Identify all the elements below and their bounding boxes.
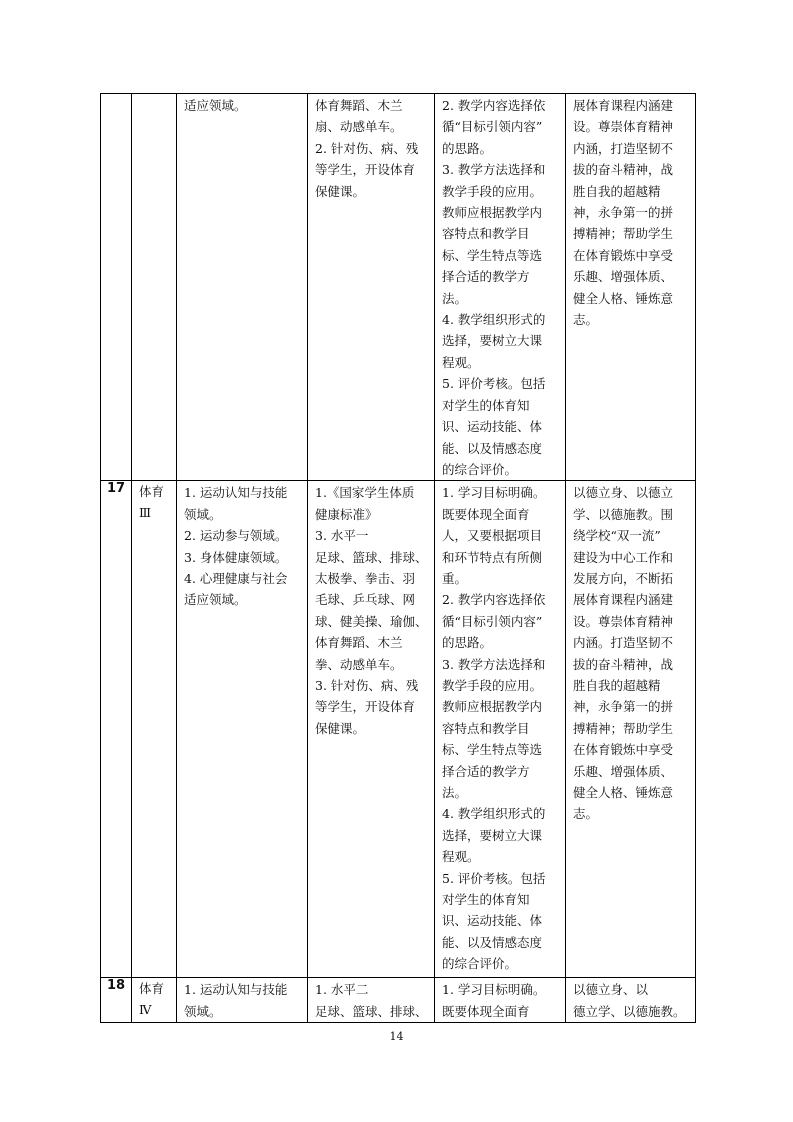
methods-cell: 1. 学习目标明确。 既要体现全面育 <box>435 978 566 1023</box>
row-number-cell: 17 <box>101 481 132 978</box>
course-cell <box>132 94 177 481</box>
page-number: 14 <box>389 1030 404 1043</box>
objectives-cell: 1. 运动认知与技能 领域。 <box>177 978 308 1023</box>
ideology-cell: 以德立身、以 德立学、以德施教。 <box>566 978 696 1023</box>
content-cell: 体育舞蹈、木兰 扇、动感单车。 2. 针对伤、病、残 等学生，开设体育 保健课。 <box>308 94 435 481</box>
table-row <box>101 978 696 1023</box>
row-number-cell: 18 <box>101 978 132 1023</box>
ideology-cell: 以德立身、以德立 学、以德施教。围 绕学校“双一流” 建设为中心工作和 发展方向，不断拓 展体育课程内涵建 设。尊崇体育精神 内涵。打造坚韧不 拔的奋斗精神，战 胜自我的超越精 神，永争第一的拼 搏精神；帮助学生 在体育锻炼中享受 乐趣、增强体质、 健全人格、锤炼意 志。 <box>566 481 696 978</box>
methods-cell: 2. 教学内容选择依 循“目标引领内容” 的思路。 3. 教学方法选择和 教学手段的应用。 教师应根据教学内 容特点和教学目 标、学生特点等选 择合适的教学方 法。 4. 教学组织形式的 选择，要树立大课 程观。 5. 评价考核。包括 对学生的体育知 识、运动技能、体 能、以及情感态度 的综合评价。 <box>435 94 566 481</box>
table-row <box>101 481 696 978</box>
methods-cell: 1. 学习目标明确。 既要体现全面育 人，又要根据项目 和环节特点有所侧 重。 2. 教学内容选择依 循“目标引领内容” 的思路。 3. 教学方法选择和 教学手段的应用。 教师应根据教学内 容特点和教学目 标、学生特点等选 择合适的教学方 法。 4. 教学组织形式的 选择，要树立大课 程观。 5. 评价考核。包括 对学生的体育知 识、运动技能、体 能、以及情感态度 的综合评价。 <box>435 481 566 978</box>
table-row <box>101 94 696 481</box>
objectives-cell: 适应领域。 <box>177 94 308 481</box>
course-cell: 体育 Ⅳ <box>132 978 177 1023</box>
content-cell: 1.《国家学生体质 健康标准》 3. 水平一 足球、篮球、排球、 太极拳、拳击、羽 毛球、乒乓球、网 球、健美操、瑜伽、 体育舞蹈、木兰 拳、动感单车。 3. 针对伤、病、残 等学生，开设体育 保健课。 <box>308 481 435 978</box>
row-number-cell <box>101 94 132 481</box>
syllabus-table <box>100 93 696 1023</box>
ideology-cell: 展体育课程内涵建 设。尊崇体育精神 内涵，打造坚韧不 拔的奋斗精神，战 胜自我的超越精 神，永争第一的拼 搏精神；帮助学生 在体育锻炼中享受 乐趣、增强体质、 健全人格、锤炼意 志。 <box>566 94 696 481</box>
objectives-cell: 1. 运动认知与技能 领域。 2. 运动参与领域。 3. 身体健康领域。 4. 心理健康与社会 适应领域。 <box>177 481 308 978</box>
content-cell: 1. 水平二 足球、篮球、排球、 <box>308 978 435 1023</box>
course-cell: 体育 Ⅲ <box>132 481 177 978</box>
